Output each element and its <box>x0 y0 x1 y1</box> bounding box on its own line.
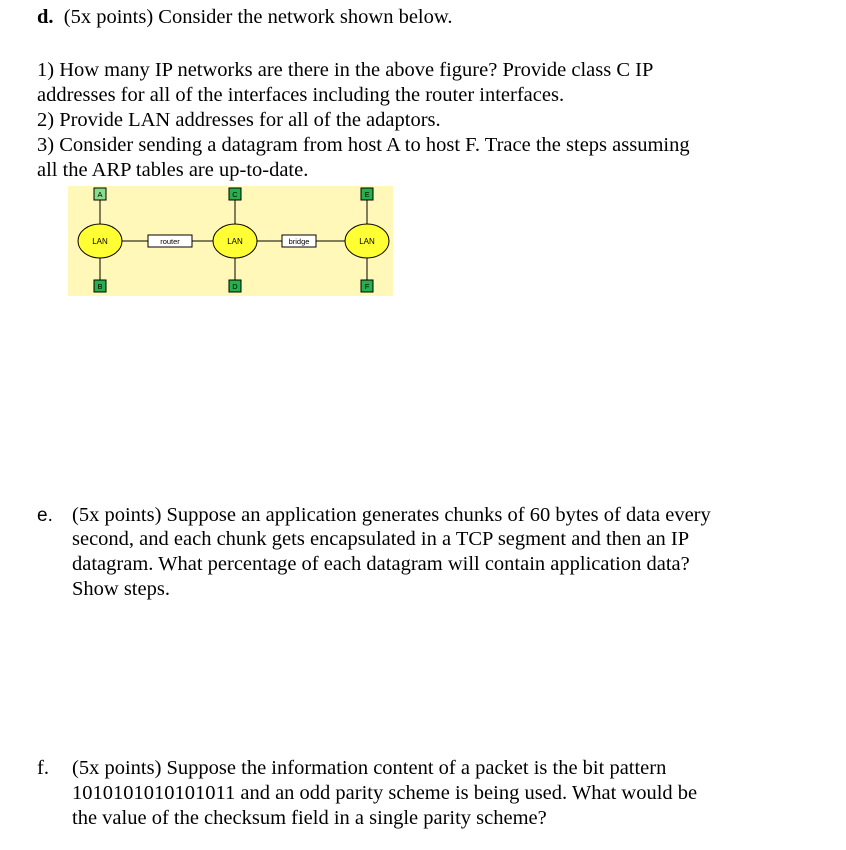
network-diagram <box>68 186 393 296</box>
lan-cloud-right <box>345 224 389 258</box>
question-f-line-3: the value of the checksum field in a single parity scheme? <box>72 807 547 829</box>
question-d-label: d. <box>37 6 54 28</box>
host-b <box>94 280 106 292</box>
question-f-line-1: (5x points) Suppose the information content of a packet is the bit pattern <box>72 757 667 779</box>
question-d-line-5: all the ARP tables are up-to-date. <box>37 159 309 181</box>
lan-label-right: LAN <box>359 237 375 246</box>
host-b-label: B <box>97 282 103 291</box>
question-f-line-2: 1010101010101011 and an odd parity scheme is being used. What would be <box>72 782 698 804</box>
host-f-label: F <box>364 282 370 291</box>
host-d-label: D <box>232 282 238 291</box>
host-e-label: E <box>364 190 370 199</box>
lan-label-left: LAN <box>92 237 108 246</box>
question-d-line-2: addresses for all of the interfaces including the router interfaces. <box>37 84 565 106</box>
host-a <box>94 188 106 200</box>
question-e-line-2: second, and each chunk gets encapsulated in a TCP segment and then an IP <box>72 528 690 550</box>
question-e-label: e. <box>37 505 53 526</box>
question-e-line-3: datagram. What percentage of each datagram will contain application data? <box>72 553 690 575</box>
question-e-line-4: Show steps. <box>72 578 170 600</box>
bridge-box <box>282 235 316 247</box>
host-d <box>229 280 241 292</box>
question-d-line-1: 1) How many IP networks are there in the above figure? Provide class C IP <box>37 59 654 81</box>
host-f <box>361 280 373 292</box>
host-a-label: A <box>97 190 103 199</box>
question-e-heading <box>37 503 53 528</box>
router-label: router <box>160 237 180 246</box>
question-f-label: f. <box>37 757 49 779</box>
lan-label-middle: LAN <box>227 237 243 246</box>
host-e <box>361 188 373 200</box>
router-box <box>148 235 192 247</box>
host-c-label: C <box>232 190 238 199</box>
question-d-heading <box>37 5 452 30</box>
question-d-line-4: 3) Consider sending a datagram from host A to host F. Trace the steps assuming <box>37 134 690 156</box>
bridge-label: bridge <box>288 237 310 246</box>
question-e-line-1: (5x points) Suppose an application generates chunks of 60 bytes of data every <box>72 504 711 526</box>
question-d-title: (5x points) Consider the network shown below. <box>63 6 453 28</box>
lan-cloud-left <box>78 224 122 258</box>
question-d-line-3: 2) Provide LAN addresses for all of the adaptors. <box>37 109 441 131</box>
lan-cloud-middle <box>213 224 257 258</box>
host-c <box>229 188 241 200</box>
